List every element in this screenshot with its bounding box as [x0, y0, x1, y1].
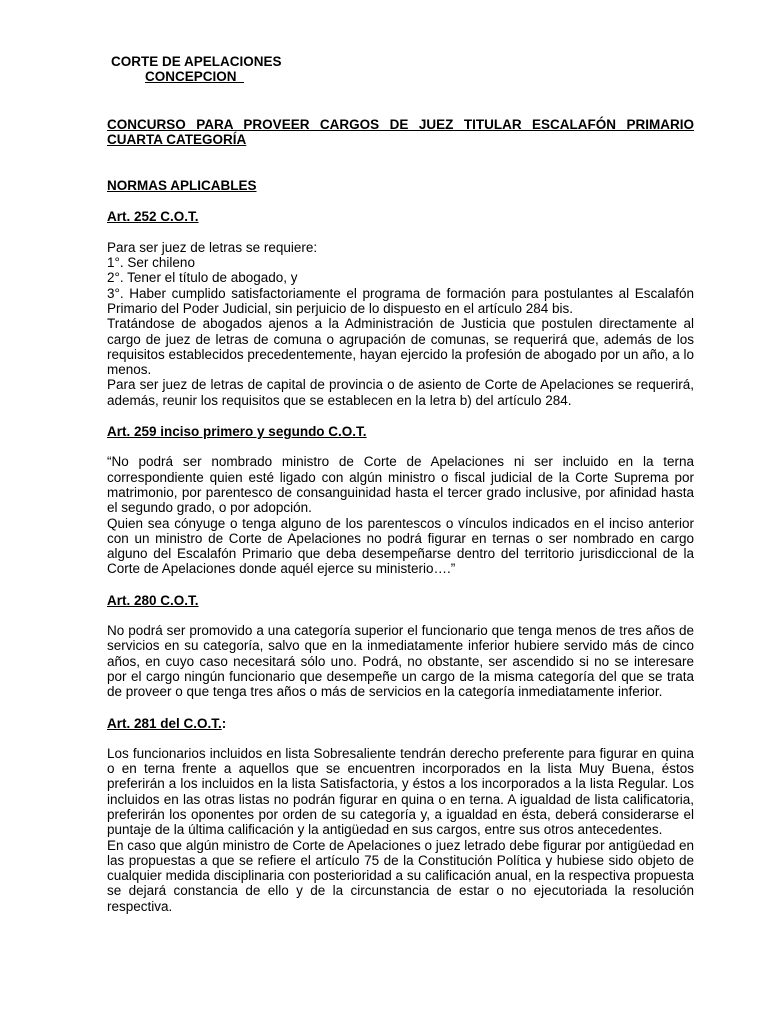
- article-heading-280: [107, 593, 694, 608]
- paragraph: En caso que algún ministro de Corte de Apelaciones o juez letrado debe figurar por antigüedad en las propuestas a que se refiere el artículo 75 de la Constitución Política y hubiese sido objeto de cualquier medida disciplinaria con posterioridad a su calificación anual, en la respectiva propuesta se dejará constancia de ello y de la circunstancia de estar o no ejecutoriada la resolución respectiva.: [107, 837, 694, 914]
- paragraph: Tratándose de abogados ajenos a la Administración de Justicia que postulen directamente al cargo de juez de letras de comuna o agrupación de comunas, se requerirá que, además de los requisitos establecidos precedentemente, hayan ejercido la profesión de abogado por un año, a lo menos.: [107, 316, 694, 378]
- paragraph: “No podrá ser nombrado ministro de Corte de Apelaciones ni ser incluido en la terna correspondiente quien esté ligado con algún ministro o fiscal judicial de la Corte Suprema por matrimonio, por parentesco de consanguinidad hasta el tercer grado inclusive, por afinidad hasta el segundo grado, o por adopción.: [107, 454, 694, 516]
- paragraph: No podrá ser promovido a una categoría superior el funcionario que tenga menos de tres años de servicios en su categoría, salvo que en la inmediatamente inferior hubiere servido más de cinco años, en cuyo caso necesitará sólo uno. Podrá, no obstante, ser ascendido si no se interesare por el cargo ningún funcionario que desempeñe un cargo de la misma categoría del que se trata de proveer o que tenga tres años o más de servicios en la categoría inmediatamente inferior.: [107, 623, 694, 700]
- article-heading-281-text: Art. 281 del C.O.T.: [107, 715, 222, 731]
- article-heading-281-suffix: :: [221, 715, 227, 731]
- paragraph: 1°. Ser chileno: [107, 255, 195, 271]
- paragraph: Para ser juez de letras de capital de provincia o de asiento de Corte de Apelaciones se requerirá, además, reunir los requisitos que se establecen en la letra b) del artículo 284.: [107, 377, 694, 408]
- article-body-281: [107, 746, 694, 914]
- article-body-259: [107, 454, 694, 576]
- article-heading-281: [107, 716, 694, 731]
- paragraph: Los funcionarios incluidos en lista Sobresaliente tendrán derecho preferente para figurar en quina o en terna frente a aquellos que se encuentren incorporados en la lista Muy Buena, éstos preferirán a los incluidos en la lista Satisfactoria, y éstos a los incorporados a la lista Regular. Los incluidos en las otras listas no podrán figurar en quina o en terna. A igualdad de lista calificatoria, preferirán los oponentes por orden de su categoría y, a igualdad en ésta, deberá considerarse el puntaje de la última calificación y la antigüedad en sus cargos, entre sus otros antecedentes.: [107, 745, 694, 838]
- paragraph: Quien sea cónyuge o tenga alguno de los parentescos o vínculos indicados en el inciso anterior con un ministro de Corte de Apelaciones no podrá figurar en ternas o ser nombrado en cargo alguno del Escalafón Primario que deba desempeñarse dentro del territorio jurisdiccional de la Corte de Apelaciones donde aquél ejerce su ministerio….”: [107, 515, 694, 577]
- article-heading-259-text: Art. 259 inciso primero y segundo C.O.T.: [107, 424, 367, 440]
- article-heading-252: [107, 209, 694, 224]
- court-city: CONCEPCION: [145, 69, 245, 85]
- court-header: [107, 54, 694, 85]
- article-heading-280-text: Art. 280 C.O.T.: [107, 592, 199, 608]
- document-content: [107, 54, 694, 914]
- document-title: CONCURSO PARA PROVEER CARGOS DE JUEZ TITULAR ESCALAFÓN PRIMARIO CUARTA CATEGORÍA: [107, 116, 694, 147]
- article-heading-259: [107, 424, 694, 439]
- paragraph: 2°. Tener el título de abogado, y: [107, 270, 298, 286]
- article-heading-252-text: Art. 252 C.O.T.: [107, 209, 199, 225]
- paragraph: 3°. Haber cumplido satisfactoriamente el programa de formación para postulantes al Escalafón Primario del Poder Judicial, sin perjuicio de lo dispuesto en el artículo 284 bis.: [107, 285, 694, 316]
- article-body-280: [107, 623, 694, 699]
- paragraph: Para ser juez de letras se requiere:: [107, 239, 318, 255]
- court-name: CORTE DE APELACIONES: [111, 54, 282, 69]
- norms-heading: NORMAS APLICABLES: [107, 178, 257, 194]
- article-body-252: [107, 240, 694, 408]
